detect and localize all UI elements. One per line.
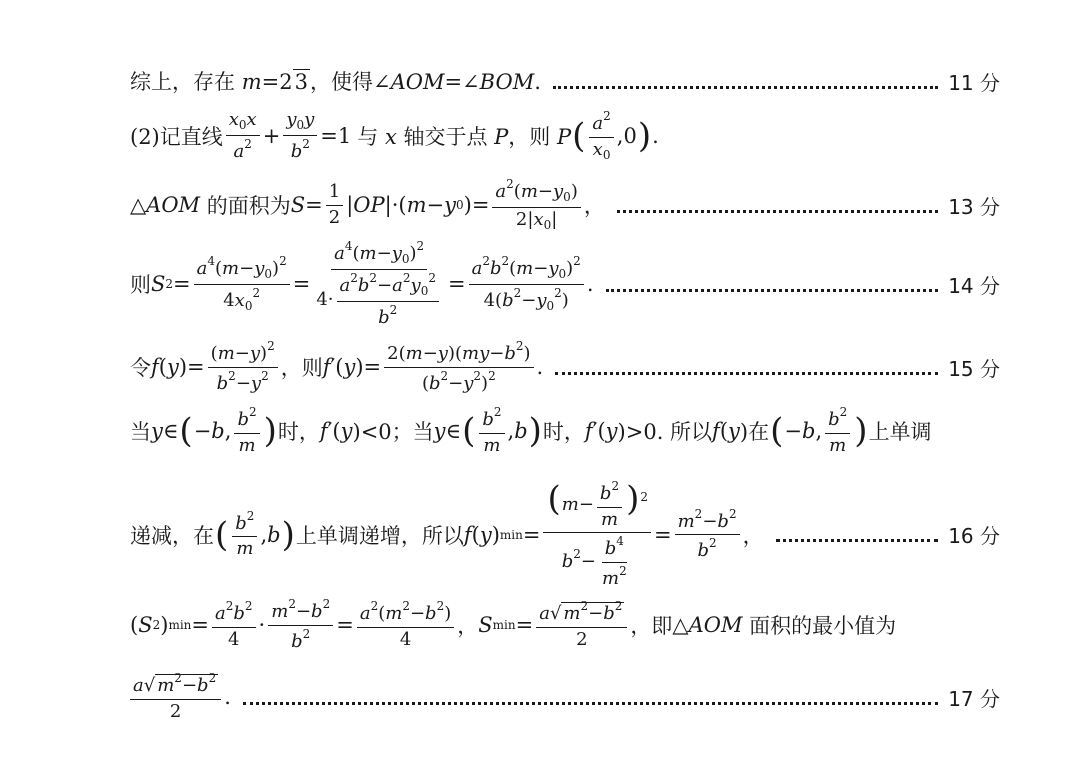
score-13: 13 分 xyxy=(948,194,1000,219)
score-17: 17 分 xyxy=(948,686,1000,711)
dot-leader xyxy=(553,86,938,89)
line-11: 综上，存在 m=23，使得∠AOM=∠BOM. 11 分 xyxy=(130,66,1000,96)
score-11: 11 分 xyxy=(948,70,1000,95)
min-subscript: min xyxy=(499,527,523,542)
line-14: 则 S 2 = $\frac{a^4(m-y_0)^2}{4x_0^2}$ = $a^4(m-y_0)^2$ 4· $\frac{a^2b^2-a^2y_0^2}{b^2}$ = $\frac{a^2b^2(m-y_0)^2}{4(b^2-y_0^2)}$ . 14 分 xyxy=(130,239,1000,328)
score-15: 15 分 xyxy=(948,356,1000,381)
line-15: 令 f ( y )= $\frac{(m-y)^2}{b^2-y^2}$ ，则 f ′( y )= $\frac{2(m-y)(my-b^2)}{(b^2-y^2)^2}$ . 15 分 xyxy=(130,339,1000,394)
line-8: ( S 2 ) min = $\frac{a^2b^2}{4}$ · $\frac{m^2-b^2}{b^2}$ = $\frac{a^2(m^2-b^2)}{4}$ ， S min = $\frac{a√ m^2-b^2}{2}$ ，即 △ AOM 面积的最小值为 xyxy=(130,597,897,652)
min-subscript: min xyxy=(168,618,192,633)
dot-leader xyxy=(555,372,938,375)
dot-leader xyxy=(617,210,938,213)
score-14: 14 分 xyxy=(948,273,1000,298)
line2-prefix: (2)记直线 xyxy=(130,125,223,150)
line-6: 当 y ∈ ( − b , $\frac{b^2}{m}$ ) 时， f ′( y )<0；当 y ∈ ( $\frac{b^2}{m}$ , b ) 时， f ′( y )>0. 所以 f ( y )在 ( − b , $\frac{b^2}{m}$ ) 上单调 xyxy=(130,405,932,456)
line-2: (2)记直线 $\frac{x_0x}{a^2}$ + $\frac{y_0y}{b^2}$ =1 与 x 轴交于点 P，则 P ( $\frac{a^2}{x_0}$ ,0 ) . xyxy=(130,109,659,162)
score-16: 16 分 xyxy=(948,524,1000,549)
dot-leader xyxy=(776,539,939,542)
dot-leader xyxy=(606,289,939,292)
dot-leader xyxy=(243,702,938,705)
line-17: $\frac{a√ m^2-b^2}{2}$ . 17 分 xyxy=(130,672,1000,722)
line-13: △ AOM 的面积为 S = $\frac{1}{2}$ | OP |·( m − y 0 )= $\frac{a^2(m-y_0)}{2|x_0|}$ ， 13 分 xyxy=(130,177,1000,232)
line-16: 递减，在 ( $\frac{b^2}{m}$ , b ) 上单调递增，所以 f ( y ) min = (m− $\frac{b^2}{m}$ )$^2$ $b^2-$ $\frac{b^4}{m^2}$ = $\frac{m^2-b^2}{b^2}$ ， 16 分 xyxy=(130,479,1000,590)
